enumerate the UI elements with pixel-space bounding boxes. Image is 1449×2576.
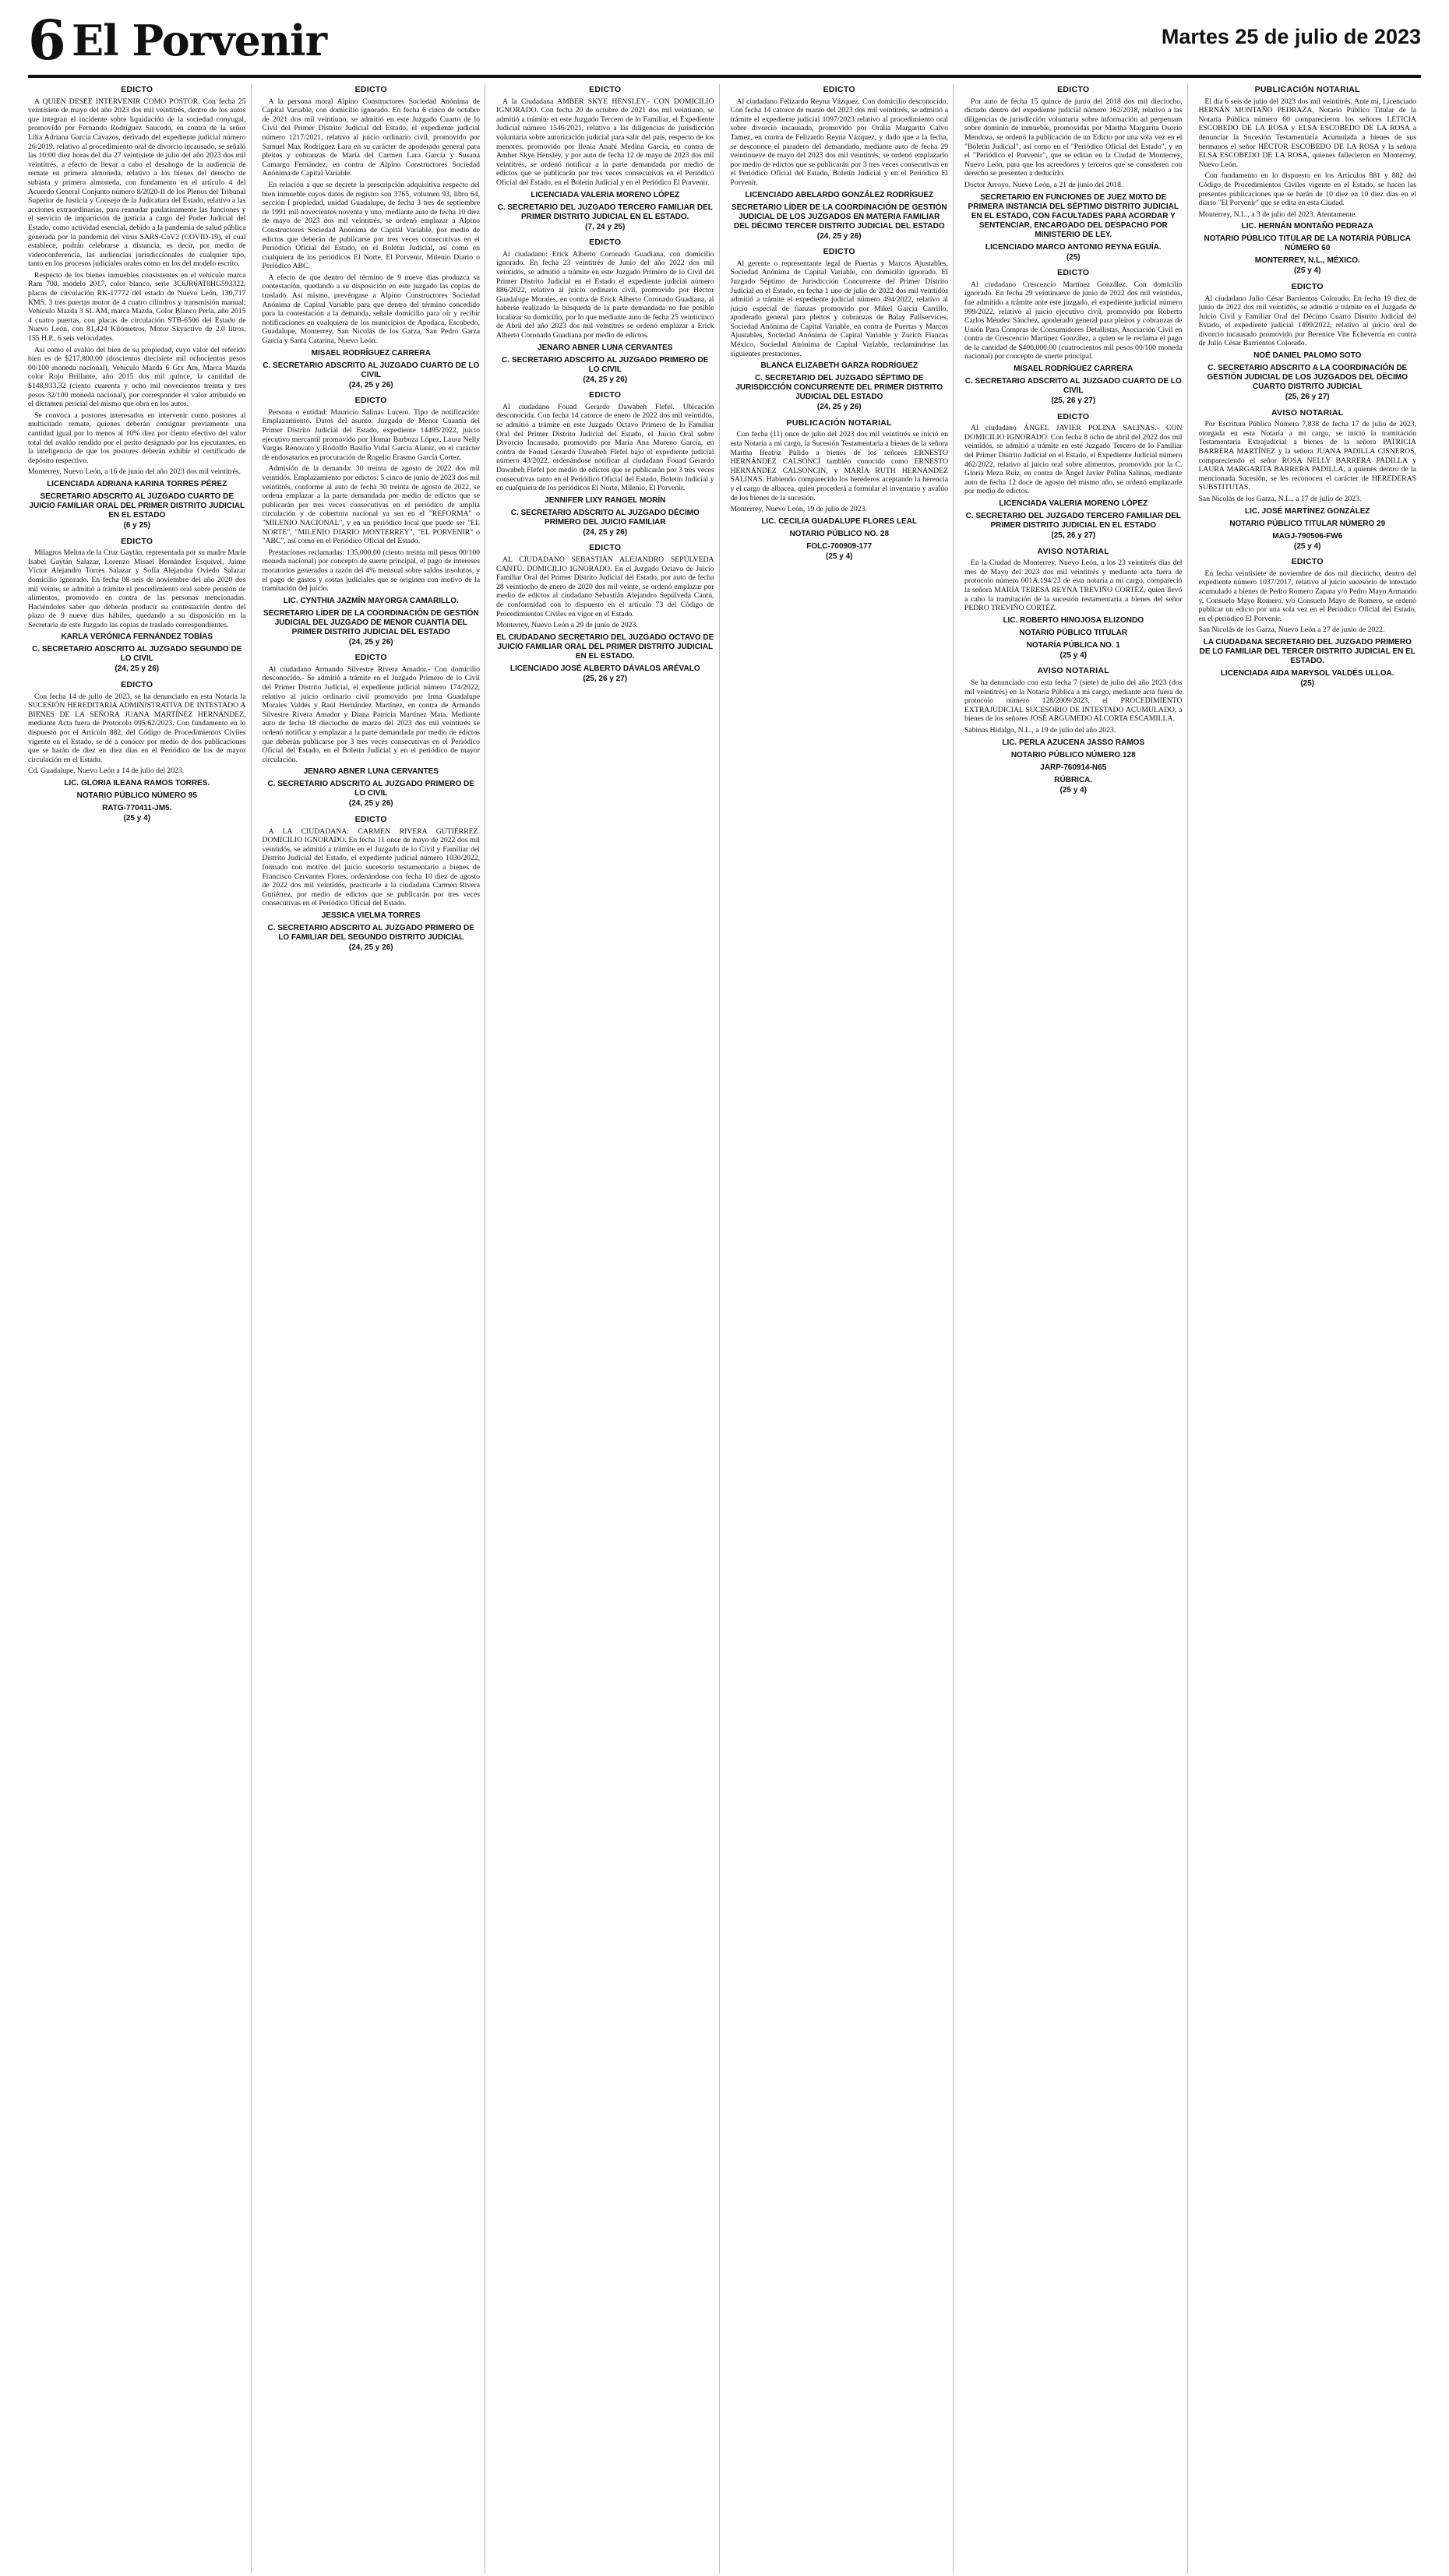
publication-dates: (6 y 25) <box>123 520 150 530</box>
notice-paragraph: Con fecha (11) once de julio del 2023 dos mil veintitrés se inició en esta Notaría a mi cargo, la Sucesión Testamentaria a bienes de la señora Martha Beatriz Pulido a bienes de los señores ERNESTO HERNÁNDEZ CALSONCÍ también conocido como ERNESTO HERNÁNDEZ CALSONCIN, y MARÍA RUTH HERNÁNDEZ SALINAS. Habiendo comparecido los herederos aceptando la herencia y el cargo de albacea, quien procederá a formular el inventario y avalúo de los bienes de la sucesión. <box>730 430 948 502</box>
publication-dates: (25 y 4) <box>1059 785 1087 795</box>
notice-signature: RÚBRICA. <box>1054 775 1093 784</box>
legal-notice <box>263 816 481 953</box>
notice-signature: SECRETARIO LÍDER DE LA COORDINACIÓN DE GESTIÓN JUDICIAL DE LOS JUZGADOS EN MATERIA FAMILIAR DEL DÉCIMO TERCER DISTRITO JUDICIAL DEL ESTADO <box>731 203 947 231</box>
notice-paragraph: Se ha denunciado con esta fecha 7 (siete) de julio del año 2023 (dos mil veintitrés) en la Notaría Pública a mi cargo, mediante acta fuera de protocolo número 128/2009/2023, el PROCEDIMIENTO EXTRAJUDICIAL SUCESORIO DE INTESTADO ACUMULADO, a bienes de los señores JOSÉ ARGUMEDO ALCORTA ESCAMILLA. <box>964 678 1183 724</box>
notice-date: Monterrey, Nuevo León, a 16 de junio del año 2023 dos mil veintitrés. <box>28 467 241 477</box>
legal-notice <box>1199 283 1417 402</box>
notice-signature: LIC. CYNTHIA JAZMÍN MAYORGA CAMARILLO. <box>283 596 459 605</box>
notice-date: Monterrey, N.L., a 3 de julio del 2023. Atentamente. <box>1198 210 1357 219</box>
notice-heading: EDICTO <box>1057 85 1090 94</box>
notice-signature: LICENCIADA ADRIANA KARINA TORRES PÉREZ <box>47 479 227 488</box>
notice-heading: AVISO NOTARIAL <box>1037 546 1109 556</box>
notice-paragraph: Al ciudadano Fouad Gerardo Dawabeh Flefel. Ubicación desconocida. Con fecha 14 catorce de enero de 2022 dos mil veintidós, se admitió a trámite en este Juzgado Octavo Primero de lo Familiar Oral del Primer Distrito Judicial del Estado, el Juicio Oral sobre Divorcio Incausado, promovido por María Ana Moreno García, en contra de Fouad Gerardo Dawabeh Flefel bajo el expediente judicial número 43/2022, ordenándose notificar al ciudadano Fouad Gerardo Dawabeh Flefel por medio de edictos que se publicarán por 3 tres veces consecutivas tanto en el Periódico Oficial del Estado, Boletín Judicial y en cualquiera de los periódicos El Norte, Milenio, El Porvenir. <box>496 402 714 493</box>
legal-notice <box>1199 409 1417 551</box>
notice-heading: EDICTO <box>354 815 387 824</box>
notice-date: Sabinas Hidalgo, N.L., a 19 de julio del año 2023. <box>964 725 1116 735</box>
page-number: 6 <box>28 8 66 72</box>
notice-heading: EDICTO <box>589 238 622 248</box>
notice-paragraph: Se convoca a postores interesados en intervenir como postores al multicitado remate, quienes deberán consignar previamente una cantidad igual por lo menos al 10% diez por ciento efectivo del valor total del avalúo rendido por el perito designado por los ejecutantes, en la inteligencia de que los postores deberán exhibir el certificado de depósito respectivo. <box>28 411 246 465</box>
notice-paragraph: Al ciudadano Armando Silvestre Rivera Amador.- Con domicilio desconocido.- Se admitió a trámite en el Juzgado Primero de lo Civil del Primer Distrito Judicial, el expediente judicial número 174/2022, relativo al juicio ordinario civil promovido por Irma Guadalupe Morales Valdés y Raúl Hernández Martínez, en contra de Armando Silvestre Rivera Amador y Diana Patricia Martínez Mata. Mediante auto de fecha 18 dieciocho de marzo del 2023 dos mil veintitrés se ordenó notificar y emplazar a la parte demandada por medio de edictos que deberán publicarse por 3 tres veces consecutivas en el Periódico Oficial del Estado, en el Boletín Judicial y en el periódico de mayor circulación. <box>262 664 480 764</box>
notice-heading: EDICTO <box>1291 281 1324 291</box>
legal-notice <box>28 537 246 675</box>
notice-signature: SECRETARIO EN FUNCIONES DE JUEZ MIXTO DE PRIMERA INSTANCIA DEL SÉPTIMO DISTRITO JUDICIAL EN EL ESTADO, CON FACULTADES PARA ACORDAR Y SENTENCIAR, ENCARGADO DEL DESPACHO POR MINISTERIO DE LEY. <box>968 192 1179 239</box>
notice-signature: MISAEL RODRÍGUEZ CARRERA <box>311 348 431 358</box>
notice-signature: NOTARIO PÚBLICO NÚMERO 95 <box>76 791 197 800</box>
notice-date: Doctor Arroyo, Nuevo León, a 21 de junio del 2018. <box>964 180 1123 189</box>
notice-signature: MONTERREY, N.L., MÉXICO. <box>1254 256 1360 266</box>
notice-paragraph: Por Escritura Pública Número 7,838 de fecha 17 de julio de 2023, otorgada en esta Notaría a mi cargo, se inició la tramitación Testamentaria Extrajudicial a bienes de la señora PATRICIA BARRERA MARTÍNEZ y la señora JUANA PADILLA CISNEROS, compareciendo el señor ROSA NELLY BARRERA PADILLA y LAURA MARGARITA BARRERA PADILLA, a quienes dentro de la mencionada Sucesión, se les reconocen el carácter de HEREDERAS SUBSTITUTAS. <box>1198 420 1416 492</box>
publication-dates: (25 y 4) <box>1059 650 1087 660</box>
publication-dates: (24, 25 y 26) <box>115 664 160 674</box>
notice-signature: C. SECRETARIO ADSCRITO AL JUZGADO PRIMERO DE LO CIVIL <box>502 355 709 374</box>
notice-heading: EDICTO <box>1291 557 1324 567</box>
publication-dates: (25, 26 y 27) <box>1051 531 1096 540</box>
notice-paragraph: Al gerente o representante legal de Puertas y Marcos Ajustables, Sociedad Anónima de Capital Variable, con domicilio ignorado. El Juzgado Séptimo de Jurisdicción Concurrente del Primer Distrito Judicial en el Estado, en fecha 1 uno de julio de 2022 dos mil veintidós admitió a trámite el expediente judicial número 494/2022, relativo al juicio especial de fianzas promovido por Mikel García Carrillo, apoderado general para pleitos y cobranzas de Balay Fullservices, Sociedad Anónima de Capital Variable, en contra de Puertas y Marcos Ajustables, Sociedad Anónima de Capital Variable y Zurich Fianzas México, Sociedad Anónima de Capital Variable, reclamándose las siguientes prestaciones. <box>730 259 948 358</box>
notice-signature: MISAEL RODRÍGUEZ CARRERA <box>1014 365 1133 374</box>
notice-signature: LIC. JOSÉ MARTÍNEZ GONZÁLEZ <box>1244 506 1370 516</box>
publication-dates: (24, 25 y 26) <box>583 527 628 537</box>
notice-paragraph: A LA CIUDADANA: CARMEN RIVERA GUTIÉRREZ. DOMICILIO IGNORADO. En fecha 11 once de mayo de 2022 dos mil veintidós, se admitió a trámite en el Juzgado de lo Civil y Familiar del Distrito Judicial del Estado, el expediente judicial número 1030/2022, formado con motivo del juicio sucesorio testamentario a bienes de Francisco Cervantes Flores, ordenándose con fecha 10 diez de agosto de 2022 dos mil veintidós, practicarle a la ciudadana Carmen Rivera Gutiérrez, por medio de edictos que se publicarán por tres veces consecutivas en el Periódico Oficial del Estado. <box>262 826 480 908</box>
notice-signature: NOÉ DANIEL PALOMO SOTO <box>1253 351 1362 361</box>
notice-signature: LICENCIADA VALERIA MORENO LÓPEZ <box>999 499 1148 508</box>
legal-notice <box>731 86 949 241</box>
notice-signature: C. SECRETARIO ADSCRITO AL JUZGADO CUARTO DE LO CIVIL <box>263 361 480 379</box>
notice-signature: LA CIUDADANA SECRETARIO DEL JUZGADO PRIMERO DE LO FAMILIAR DEL TERCER DISTRITO JUDICIAL EN EL ESTADO. <box>1199 637 1416 665</box>
notice-heading: EDICTO <box>354 396 387 406</box>
notice-date: Cd. Guadalupe, Nuevo León a 14 de julio del 2023. <box>28 766 185 776</box>
notice-signature: LICENCIADA AIDA MARYSOL VALDÉS ULLOA. <box>1220 668 1394 678</box>
notice-heading: EDICTO <box>589 390 622 400</box>
notice-signature: NOTARÍA PÚBLICA NO. 1 <box>1026 640 1120 650</box>
column-5 <box>964 84 1188 2574</box>
publication-dates: (24, 25 y 26) <box>348 637 393 647</box>
notice-signature: LIC. CECILIA GUADALUPE FLORES LEAL <box>761 516 918 526</box>
legal-notice <box>496 544 714 683</box>
notice-signature: NOTARIO PÚBLICO NO. 28 <box>789 529 890 538</box>
notice-signature: JARP-760914-N65 <box>1040 763 1107 772</box>
notice-signature: LICENCIADO MARCO ANTONIO REYNA EGUÍA. <box>985 242 1162 252</box>
notice-signature: NOTARIO PÚBLICO TITULAR <box>1019 628 1128 637</box>
notice-heading: EDICTO <box>589 85 622 94</box>
publication-dates: (25, 26 y 27) <box>1285 393 1330 402</box>
notice-signature: C. SECRETARIO DEL JUZGADO SÉPTIMO DE JURISDICCIÓN CONCURRENTE DEL PRIMER DISTRITO JUDICIAL DEL ESTADO <box>735 374 943 402</box>
legal-notice <box>964 667 1183 795</box>
notice-paragraph: A efecto de que dentro del término de 9 nueve días produzca su contestación, quedando a su disposición en este juzgado las copias de traslado. Así mismo, prevéngase a Alpino Constructores Sociedad Anónima de Capital Variable para que dentro del término concedido para la contestación a la demanda, señale domicilio para oír y recibir notificaciones en cualquiera de los municipios de Apodaca, Escobedo, Guadalupe, Monterrey, San Nicolás de los Garza, San Pedro Garza García y Santa Catarina, Nuevo León. <box>262 273 480 346</box>
legal-notice <box>731 419 949 562</box>
notice-signature: KARLA VERÓNICA FERNÁNDEZ TOBÍAS <box>61 633 213 642</box>
notice-signature: SECRETARIO ADSCRITO AL JUZGADO CUARTO DE JUICIO FAMILIAR ORAL DEL PRIMER DISTRITO JUDICIAL EN EL ESTADO <box>29 492 245 520</box>
notice-paragraph: Respecto de los bienes inmuebles consistentes en el vehículo marca Ram 700, modelo 2017, color blanco, serie 3C6JR6AT8HG593322, placas de circulación RK-17772 del estado de Nuevo León, 130,717 KMS, 3 tres puertas motor de 4 cuatro cilindros y transmisión manual; Vehículo Mazda 3 SL AM, marca Mazda, Color Blanco Perla, año 2015 4 cuatro puertas, con placas de circulación STB-6506 del Estado de Nuevo León, con 81,424 Kilómetros, Motor Skyactive de 2.0 litros, 155 H.P., 6 seis velocidades. <box>28 270 246 344</box>
notice-signature: JESSICA VIELMA TORRES <box>321 911 421 920</box>
notice-signature: LICENCIADA VALERIA MORENO LÓPEZ <box>531 190 680 199</box>
column-6 <box>1199 84 1422 2574</box>
publication-dates: (24, 25 y 26) <box>816 231 862 241</box>
notice-signature: C. SECRETARIO DEL JUZGADO TERCERO FAMILIAR DEL PRIMER DISTRITO JUDICIAL EN EL ESTADO. <box>497 203 713 221</box>
legal-notice <box>28 681 246 823</box>
notice-paragraph: En fecha veintisiete de noviembre de dos mil dieciocho, dentro del expediente número 1037/2017, relativo al juicio sucesorio de intestado acumulado a bienes de Pedro Romero Zapata y/o Pedro Mayo Armando y, Consuelo Mayo Romero, y/o Consuelo Mayo de Romero, se ordenó publicar un edicto por una sola vez en el Periódico Oficial del Estado, en el periódico El Porvenir. <box>1198 569 1416 623</box>
notice-paragraph: En la Ciudad de Monterrey, Nuevo León, a los 23 veintitrés días del mes de Mayo del 2023 dos mil veintitrés y mediante acta fuera de protocolo número 001A,194/23 de esta notaría a mi cargo, compareció la señora MARÍA TERESA REYNA TREVIÑO CORTÉZ, quien llevó a cabo la tramitación de la sucesión testamentaria a bienes del señor PEDRO TREVIÑO CORTÉZ. <box>964 559 1183 613</box>
legal-notice <box>496 86 714 231</box>
publication-dates: (24, 25 y 26) <box>348 799 393 809</box>
notice-signature: C. SECRETARIO ADSCRITO A LA COORDINACIÓN DE GESTIÓN JUDICIAL DE LOS JUZGADOS DEL DÉCIMO CUARTO DISTRITO JUDICIAL <box>1207 364 1408 392</box>
notice-heading: EDICTO <box>1057 268 1090 278</box>
notice-signature: NOTARIO PÚBLICO NÚMERO 128 <box>1010 750 1136 759</box>
notice-signature: NOTARIO PÚBLICO TITULAR DE LA NOTARÍA PÚBLICA NÚMERO 60 <box>1204 234 1412 253</box>
notice-paragraph: Al ciudadano Felizardo Reyna Vázquez. Con domicilio desconocido. Con fecha 14 catorce de marzo del 2023 dos mil veintitrés, se admitió a trámite el expediente judicial 1097/2023 relativo al procedimiento oral sobre divorcio incausado, promovido por Oralia Margarita Calvo Tamez, en contra de Felizardo Reyna Vázquez, y dado que a la fecha, se desconoce el paradero del demandado, mediante auto de fecha 29 veintinueve de mayo del 2023 dos mil veintitrés, se ordenó emplazarlo por medio de edictos que se publicarán por 3 tres veces consecutivas en el Periódico Oficial del Estado, Boletín Judicial y en el Periódico El Porvenir. <box>730 97 948 187</box>
notice-paragraph: Persona o entidad: Mauricio Salinas Lucero. Tipo de notificación: Emplazamiento. Datos del asunto: Juzgado de Menor Cuantía del Primer Distrito Judicial del Estado, expediente 14495/2022, juicio ejecutivo mercantil promovido por Homar Barboza López, Laura Nelly Vargas Renovato y Rodolfo Basilio Vidal García Alaniz, en el carácter de endosatarios en procuración de Rogelio Erasmo García Cortez. <box>262 407 480 462</box>
legal-notice <box>731 248 949 412</box>
notice-signature: EL CIUDADANO SECRETARIO DEL JUZGADO OCTAVO DE JUICIO FAMILIAR ORAL DEL PRIMER DISTRITO JUDICIAL EN EL ESTADO. <box>496 633 714 661</box>
notice-heading: EDICTO <box>121 680 153 690</box>
publication-dates: (25 y 4) <box>123 814 150 823</box>
legal-notice <box>964 86 1183 262</box>
notice-paragraph: A la Ciudadana AMBER SKYE HENSLEY.- CON DOMICILIO IGNORADO. Con fecha 20 de octubre de 2021 dos mil veintiuno, se admitió a trámite en este Juzgado Tercero de lo Familiar, el Expediente Judicial número 1546/2021, relativo a las diligencias de jurisdicción voluntaria sobre autorización judicial para salir del país, respecto de los menores, promovido por Ilenia Anahí Medina García, en contra de Amber Skye Hensley, y por auto de fecha 12 de mayo de 2023 dos mil veintitrés, se ordenó notificar a la parte demandada por medio de edictos que se publicarán por tres veces consecutivas en el Periódico Oficial del Estado, en el Boletín Judicial y en el Periódico El Porvenir. <box>496 97 714 187</box>
notice-heading: EDICTO <box>354 653 387 663</box>
newspaper-name: El Porvenir <box>72 16 327 65</box>
notice-paragraph: Así como el avalúo del bien de su propiedad, cuyo valor del referido bien es de $217,800.00 (doscientos diecisiete mil ochocientos pesos 00/100 moneda nacional), Vehículo Mazda 6 Gtx Am, Marca Mazda color Rojo Brillante, año 2015 dos mil quince, la cantidad de $148,933.32 (ciento cuarenta y ocho mil novecientos treinta y tres pesos 32/100 moneda nacional), por corresponder el valor atribuido en el dictamen pericial del mismo que obra en los autos. <box>28 345 246 409</box>
notice-date: San Nicolás de los Garza, N.L., a 17 de julio de 2023. <box>1198 495 1362 503</box>
notice-heading: AVISO NOTARIAL <box>1037 666 1109 676</box>
legal-notice <box>496 391 714 537</box>
notice-signature: LIC. HERNÁN MONTAÑO PEDRAZA <box>1241 222 1373 231</box>
notice-heading: AVISO NOTARIAL <box>1271 407 1344 418</box>
publication-dates: (24, 25 y 26) <box>583 375 628 384</box>
legal-notice <box>263 396 481 647</box>
notice-signature: MAGJ-790506-FW6 <box>1272 531 1343 541</box>
notice-signature: JENARO ABNER LUNA CERVANTES <box>303 767 439 777</box>
notice-signature: NOTARIO PÚBLICO TITULAR NÚMERO 29 <box>1229 519 1386 528</box>
legal-notice <box>964 413 1183 541</box>
notice-paragraph: A QUIEN DESEE INTERVENIR COMO POSTOR. Con fecha 25 veintisiete de mayo del año 2023 dos mil veintitrés, dentro de los autos que integran el incidente sobre liquidación de la sociedad conyugal, promovido por Fernando Rodríguez Saucedo, en contra de la señor Lilia Adriana García Cavazos, derivado del expediente judicial número 26/2019, relativo al procedimiento oral de divorcio incausado, se señaló las 10:00 diez horas del día 27 veintisiete de julio del año 2023 dos mil veintitrés, a efecto de llevar a cabo el desahogo de la audiencia de remate en primera almoneda, relativo a los bienes del derecho de subasta y primera almoneda, con fundamento en el artículo 4 del Acuerdo General Conjunto número 8/2020-II de los Plenos del Tribunal Superior de Justicia y Consejo de la Judicatura del Estado, relativo a las acciones extraordinarias, para reanudar paulatinamente las funciones y el servicio de impartición de justicia a cargo del Poder Judicial del Estado, como actividad esencial, debido a la pandemia de salud pública generada por la pandemia del virus SARS-CoV2 (COVID-19), el cual establece, podrán celebrarse a distancia, es decir, por medio de videoconferencia, las audiencias jurisdiccionales de cualquier tipo, tanto en los procesos judiciales orales como en los del modelo escrito. <box>28 97 246 269</box>
notice-signature: FOLC-700909-177 <box>806 541 873 551</box>
notice-heading: EDICTO <box>823 247 855 257</box>
publication-dates: (25) <box>1300 678 1315 688</box>
publication-dates: (25 y 4) <box>826 551 853 561</box>
publication-dates: (24, 25 y 26) <box>816 403 862 412</box>
legal-notice <box>28 86 246 530</box>
notice-paragraph: Prestaciones reclamadas: 135,000.00 (ciento treinta mil pesos 00/100 moneda nacional) por concepto de suerte principal, el pago de intereses moratorios generados a razón del 4% mensual sobre saldos insolutos, y el pago de gastos y costas judiciales que se originen con motivo de la tramitación del juicio. <box>262 548 480 594</box>
notice-signature: C. SECRETARIO ADSCRITO AL JUZGADO CUARTO DE LO CIVIL <box>964 377 1182 396</box>
legal-notice <box>496 238 714 384</box>
notice-heading: EDICTO <box>354 85 387 94</box>
notice-date: Monterrey, Nuevo León a 29 de junio de 2023. <box>496 621 638 630</box>
legal-notice <box>263 86 481 389</box>
notice-paragraph: A la persona moral Alpino Constructores Sociedad Anónima de Capital Variable, con domicilio ignorado. En fecha 6 cinco de octubre de 2021 dos mil veintiuno, se admitió en este Juzgado Cuarto de lo Civil del Primer Distrito Judicial del Estado, el expediente judicial número 1217/2021, relativo al juicio ordinario civil, promovido por Samuel Max Rodríguez Lara en su carácter de apoderado general para pleitos y cobranzas de María del Carmen Lara García y Susana Camargo Fernández, en contra de Alpino Constructores Sociedad Anónima de Capital Variable. <box>262 97 480 178</box>
publication-dates: (25 y 4) <box>1294 266 1321 276</box>
publication-dates: (7, 24 y 25) <box>585 222 626 231</box>
notice-date: San Nicolás de los Garza, Nuevo León a 27 de junio de 2022. <box>1198 625 1385 635</box>
legal-notice <box>1199 558 1417 688</box>
notice-signature: LICENCIADO JOSÉ ALBERTO DÁVALOS ARÉVALO <box>509 664 700 673</box>
masthead <box>28 8 1421 78</box>
notice-signature: JENARO ABNER LUNA CERVANTES <box>538 343 673 352</box>
publication-dates: (24, 25 y 26) <box>348 943 393 952</box>
column-4 <box>731 84 954 2574</box>
notice-signature: C. SECRETARIO ADSCRITO AL JUZGADO PRIMERO DE LO FAMILIAR DEL SEGUNDO DISTRITO JUDICIAL <box>267 923 474 942</box>
notice-paragraph: Milagros Melina de la Cruz Gaytán, representada por su madre Marie Isabel Gaytán Salazar, Lorenzo Misael Hernández Esquivel, Jaime Víctor Alejandro Torres Salazar y Sofía Alejandra Oviedo Salazar domicilio ignorado. En fecha 08 seis de noviembre del año 2020 dos mil veinte, se admitió a trámite el procedimiento oral sobre pensión de alimentos, promovido en contra de las personas mencionadas. Haciéndoles saber que deberán producir su contestación dentro del plazo de 9 nueve días hábiles, quedando a su disposición en la Secretaría de este Juzgado las copias de traslado correspondientes. <box>28 548 246 629</box>
notice-paragraph: Al ciudadano Julio César Barrientos Colorado. En fecha 19 diez de junio de 2022 dos mil veintidós, se admitió a trámite en el Juzgado de Juicio Civil y Familiar Oral del Décimo Cuarto Distrito Judicial del Estado, el expediente judicial 1499/2022, relativo al juicio oral de divorcio incausado promovido por Berenice Vite Echeverria en contra de Julio César Barrientos Colorado. <box>1198 294 1416 348</box>
notice-signature: C. SECRETARIO DEL JUZGADO TERCERO FAMILIAR DEL PRIMER DISTRITO JUDICIAL EN EL ESTADO <box>965 512 1181 530</box>
notice-heading: EDICTO <box>589 543 622 553</box>
notice-paragraph: Al ciudadano: Erick Alberto Coronado Guadiana, con domicilio ignorado. En fecha 23 veintitrés de Junio del año 2022 dos mil veintidós, se admitió a trámite en este Juzgado Primero de lo Civil del Primer Distrito Judicial en el Estado el expediente judicial número 886/2022, relativo al juicio ordinario civil, promovido por Héctor Guadalupe Morales, en contra de Erick Alberto Coronado Guadiana, al haberse realizado la búsqueda de la parte demandada no fue posible localizar su domicilio, por lo que mediante auto de fecha 25 veinticinco de Abril del año 2023 dos mil veintitrés se ordenó emplazar a Erick Alberto Coronado Guadiana por medio de edictos. <box>496 249 714 340</box>
notice-paragraph: Al ciudadano ÁNGEL JAVIER POLINA SALINAS.- CON DOMICILIO IGNORADO. Con fecha 8 ocho de abril del 2022 dos mil veintidós, se admitió a trámite en este Juzgado Tercero de lo Familiar del Primer Distrito Judicial en el Estado, el Expediente Judicial número 462/2022, relativo al juicio oral sobre alimentos, promovido por la C. Gloria Meza Ruiz, en contra de Ángel Javier Polina Salinas, mediante auto de fecha 12 doce de agosto del mismo año, se ordenó emplazarle por medio de edictos. <box>964 424 1183 496</box>
notice-paragraph: En relación a que se decrete la prescripción adquisitiva respecto del bien inmueble cuyos datos de registro son 3765, volumen 93, libro 64, sección I propiedad, unidad Guadalupe, de fecha 3 tres de septiembre de 1991 mil novecientos noventa y uno, mediante auto de fecha 10 diez de mayo de 2023 dos mil veintitrés, se ordenó emplazar a Alpino Constructores Sociedad Anónima de Capital Variable, por medio de edictos que deberán de publicarse por tres veces consecutivas en el Periódico Oficial del Estado, en el Boletín Judicial, así como en cualquiera de los periódicos El Norte, El Porvenir, Milenio Diario o Periódico ABC. <box>262 180 480 271</box>
notice-heading: PUBLICACIÓN NOTARIAL <box>1254 85 1360 94</box>
notice-paragraph: Con fecha 14 de julio de 2023, se ha denunciado en esta Notaría la SUCESIÓN HEREDITARIA ADMINISTRATIVA DE INTESTADO A BIENES DE LA SEÑORA JUANA MARTÍNEZ HERNÁNDEZ, mediante Acta fuera de Protocolo 095/62/2023. Con fundamento en lo dispuesto por el Artículo 882, del Código de Procedimientos Civiles vigente en el Estado, se dé a conocer por medio de dos publicaciones que se harán de diez en diez días en el Periódico de los de mayor circulación en el Estado. <box>28 692 246 764</box>
notice-heading: EDICTO <box>1057 411 1090 421</box>
column-2 <box>263 84 486 2574</box>
publication-dates: (24, 25 y 26) <box>348 380 393 389</box>
notice-paragraph: Con fundamento en lo dispuesto en los Artículos 881 y 882 del Código de Procedimientos Civiles vigente en el Estado, se hacen las presentes publicaciones que se harán de 10 diez en 10 diez días en el diario "El Porvenir" que se edita en esta Ciudad. <box>1198 171 1416 208</box>
notice-paragraph: El día 6 seis de julio del 2023 dos mil veintitrés, Ante mí, Licenciado HERNÁN MONTAÑO PEDRAZA, Notario Público Titular de la Notaría Pública número 60 comparecieron los señores LETICIA ESCOBEDO DE LA ROSA y ELSA ESCOBEDO DE LA ROSA a denunciar la Sucesión Testamentaria Acumulada a bienes de sus hermanos el señor HÉCTOR ESCOBEDO DE LA ROSA y la señora ELSA ESCOBEDO DE LA ROSA, quienes fallecieron en Monterrey, Nuevo León. <box>1198 97 1416 169</box>
notice-signature: C. SECRETARIO ADSCRITO AL JUZGADO SEGUNDO DE LO CIVIL <box>32 645 242 664</box>
column-1 <box>28 84 252 2574</box>
publication-dates: (25, 26 y 27) <box>583 674 628 683</box>
legal-notice <box>964 548 1183 661</box>
notice-paragraph: AL CIUDADANO SEBASTIÁN ALEJANDRO SEPÚLVEDA CANTÚ. DOMICILIO IGNORADO. En el Juzgado Octavo de Juicio Familiar Oral del Primer Distrito Judicial del Estado, por auto de fecha 28 veintiocho de enero de 2020 dos mil veinte, se ordenó emplazar por medio de edictos al ciudadano Sebastián Alejandro Sepúlveda Cantú, de conformidad con lo dispuesto en el artículo 73 del Código de Procedimientos Civiles en vigor en el Estado. <box>496 555 714 618</box>
notice-heading: EDICTO <box>823 85 855 94</box>
notice-heading: PUBLICACIÓN NOTARIAL <box>786 418 892 428</box>
notice-signature: SECRETARIO LÍDER DE LA COORDINACIÓN DE GESTIÓN JUDICIAL DEL JUZGADO DE MENOR CUANTÍA DEL PRIMER DISTRITO JUDICIAL DEL ESTADO <box>263 608 479 636</box>
legal-notice <box>263 654 481 809</box>
column-3 <box>496 84 720 2574</box>
notice-signature: C. SECRETARIO ADSCRITO AL JUZGADO PRIMERO DE LO CIVIL <box>267 780 474 798</box>
notice-paragraph: Al ciudadano Crescencio Martínez González. Con domicilio ignorado. En fecha 29 veintinueve de junio de 2022 dos mil veintidós, fue admitido a trámite ante este juzgado, el expediente judicial número 999/2022, relativo al juicio ejecutivo civil, promovido por Roberto Carlos Méndez Sánchez, apoderado general para pleitos y cobranzas de Unión Para Compras de Consumidores Detallistas, Asociación Civil en contra de Crescencio Martínez González, a quien se le reclama el pago de la cantidad de $400,000.00 (cuatrocientos mil pesos 00/100 moneda nacional) por concepto de suerte principal. <box>964 280 1183 361</box>
legal-notice <box>1199 86 1417 276</box>
notice-signature: LICENCIADO ABELARDO GONZÁLEZ RODRÍGUEZ <box>745 190 934 199</box>
notice-signature: LIC. PERLA AZUCENA JASSO RAMOS <box>1002 738 1145 747</box>
notice-paragraph: Por auto de fecha 15 quince de junio del 2018 dos mil dieciocho, dictado dentro del expediente judicial número 162/2018, relativo a las diligencias de jurisdicción voluntaria sobre información ad perpetuam sobre dominio de inmueble, promovidas por Martha Margarita Osorio Mendoza, se ordenó la publicación de un Edicto por una sola vez en el "Boletín Judicial", así como en el "Periódico Oficial del Estado", y en el "Periódico el Porvenir", que se editan en la Ciudad de Monterrey, Nuevo León, para que los acreedores y terceros que se consideren con derecho se presenten a deducirlo. <box>964 97 1183 178</box>
publication-dates: (25 y 4) <box>1294 541 1321 551</box>
notice-paragraph: Admisión de la demanda: 30 treinta de agosto de 2022 dos mil veintidós. Emplazamiento por edictos: 5 cinco de junio de 2023 dos mil veintitrés, conforme al auto de fecha 30 treinta de agosto de 2022, se ordena emplazar a la parte demandada por medio de edictos que se publicarán por tres veces consecutivas en el periódico de amplia circulación y de cobertura nacional ya sea en el "REFORMA" o "MILENIO NACIONAL", y en un periódico local que puede ser "EL NORTE", "MILENIO DIARIO MONTERREY", "EL PORVENIR" o "ABC", así como en el Periódico Oficial del Estado. <box>262 464 480 546</box>
notice-heading: EDICTO <box>121 536 153 546</box>
notice-signature: LIC. ROBERTO HINOJOSA ELIZONDO <box>1003 615 1144 625</box>
notice-signature: C. SECRETARIO ADSCRITO AL JUZGADO DÉCIMO PRIMERO DEL JUICIO FAMILIAR <box>510 508 700 527</box>
publication-dates: (25, 26 y 27) <box>1051 396 1096 406</box>
notice-signature: RATG-770411-JM5. <box>102 804 172 812</box>
legal-notice <box>964 269 1183 406</box>
notice-columns <box>28 84 1421 2574</box>
issue-date: Martes 25 de julio de 2023 <box>1161 25 1421 48</box>
notice-signature: LIC. GLORIA ILEANA RAMOS TORRES. <box>64 779 210 788</box>
publication-dates: (25) <box>1066 252 1081 262</box>
notice-date: Monterrey, Nuevo León, 19 de julio de 2023. <box>730 505 867 514</box>
notice-signature: JENNIFER LIXY RANGEL MORÍN <box>545 495 666 505</box>
notice-signature: BLANCA ELIZABETH GARZA RODRÍGUEZ <box>760 361 918 371</box>
notice-heading: EDICTO <box>121 85 153 94</box>
